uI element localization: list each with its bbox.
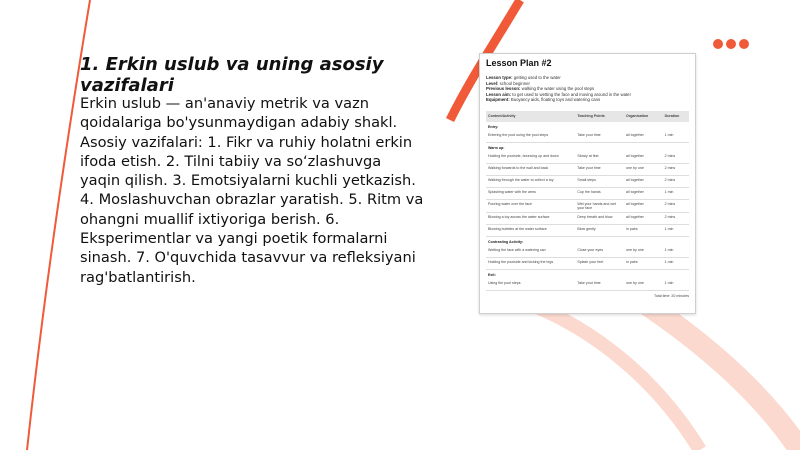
table-cell: Slowly at first [575,152,624,164]
table-row [486,187,689,199]
lesson-plan-title: Lesson Plan #2 [486,58,552,68]
table-cell: 2 mins [663,175,689,187]
table-cell: 1 min [663,187,689,199]
table-cell: Blowing bubbles at the water surface [486,224,575,236]
table-cell: 1 min [663,246,689,258]
table-cell: Close your eyes [575,246,624,258]
table-row [486,175,689,187]
dot-icon [726,39,736,49]
table-cell: 2 mins [663,199,689,212]
table-cell: Wet your hands and wet your face [575,199,624,212]
section-label: Contrasting Activity: [488,239,524,244]
decorative-dots [713,39,749,49]
table-row [486,131,689,143]
lesson-plan-table [486,111,689,291]
table-header-cell: Duration [663,111,689,122]
meta-line [486,97,689,103]
section-label: Entry: [488,124,499,129]
table-cell: one by one [624,279,663,291]
table-cell: all together [624,212,663,224]
accent-swoosh-right [640,300,800,450]
table-cell: all together [624,199,663,212]
table-row [486,224,689,236]
table-header-cell: Content/Activity [486,111,575,122]
lesson-plan-meta [486,75,689,103]
table-cell: 1 min [663,224,689,236]
meta-label: Lesson type: [486,75,513,80]
table-cell: Deep breath and blow [575,212,624,224]
table-cell: in pairs [624,257,663,269]
table-cell: Pouring water over the face [486,199,575,212]
meta-value: getting used to the water [513,75,561,80]
table-cell: Entering the pool using the pool steps [486,131,575,143]
table-cell: Walking forwards to the wall and back [486,163,575,175]
table-cell: Splashing water with the arms [486,187,575,199]
meta-label: Level: [486,80,499,86]
meta-value: Buoyancy aids, floating toys and watering cans [510,97,601,103]
table-cell: Small steps [575,175,624,187]
table-section-row [486,142,689,152]
table-section-row [486,236,689,246]
table-cell: in pairs [624,224,663,236]
section-label: Warm up: [488,145,505,150]
table-section-row [486,122,689,131]
slide-title: 1. Erkin uslub va uning asosiy vazifalari [80,54,384,96]
table-cell: Walking through the water to collect a toy [486,175,575,187]
table-row [486,163,689,175]
table-cell: 2 mins [663,152,689,164]
dot-icon [739,39,749,49]
table-cell: Holding the poolside, bouncing up and down [486,152,575,164]
dot-icon [713,39,723,49]
table-cell: Using the pool steps [486,279,575,291]
table-cell: one by one [624,163,663,175]
slide-body-text: Erkin uslub — an'anaviy metrik va vazn qoidalariga bo'ysunmaydigan adabiy shakl. Asosiy vazifalari: 1. Fikr va ruhiy holatni erkin ifoda etish. 2. Tilni tabiiy va so‘zlashuvga yaqin qilish. 3. Emotsiyalarni kuchli yetkazish. 4. Moslashuvchan obrazlar yaratish. 5. Ritm va ohangni muallif ixtiyoriga berish. 6. Eksperimentlar va yangi poetik formalarni sinash. 7. O'quvchida tasavvur va refleksiyani rag'batlantirish. [80,95,424,286]
table-header-cell: Teaching Points [575,111,624,122]
table-cell: 1 min [663,279,689,291]
table-cell: Holding the poolside and kicking the legs [486,257,575,269]
table-cell: 2 mins [663,212,689,224]
meta-value: to get used to wetting the face and moving around in the water [512,91,631,97]
lesson-plan-image [479,53,696,314]
table-cell: Blow gently [575,224,624,236]
table-cell: Wetting the face with a watering can [486,246,575,258]
total-time: Total time: 20 minutes [654,293,689,298]
table-header-row [486,111,689,122]
table-cell: all together [624,175,663,187]
table-cell: Splash your feet [575,257,624,269]
table-row [486,212,689,224]
table-cell: all together [624,187,663,199]
table-cell: 2 mins [663,163,689,175]
table-cell: all together [624,131,663,143]
table-row [486,279,689,291]
table-cell: Take your time [575,279,624,291]
table-cell: one by one [624,246,663,258]
accent-swoosh-bottom [520,300,700,450]
table-cell: all together [624,152,663,164]
table-cell: Blowing a toy across the water surface [486,212,575,224]
table-row [486,257,689,269]
section-label: Exit: [488,272,496,277]
table-row [486,199,689,212]
meta-label: Lesson aim: [486,91,512,97]
meta-value: walking the water using the pool steps [521,86,595,92]
table-cell: Take your time [575,163,624,175]
table-row [486,246,689,258]
meta-value: school beginner [499,80,530,86]
meta-label: Equipment: [486,97,510,103]
table-header-cell: Organisation [624,111,663,122]
table-cell: Take your time [575,131,624,143]
table-cell: 1 min [663,131,689,143]
table-cell: Cup the hands [575,187,624,199]
table-row [486,152,689,164]
meta-label: Previous lesson: [486,86,521,92]
table-cell: 1 min [663,257,689,269]
table-section-row [486,269,689,279]
